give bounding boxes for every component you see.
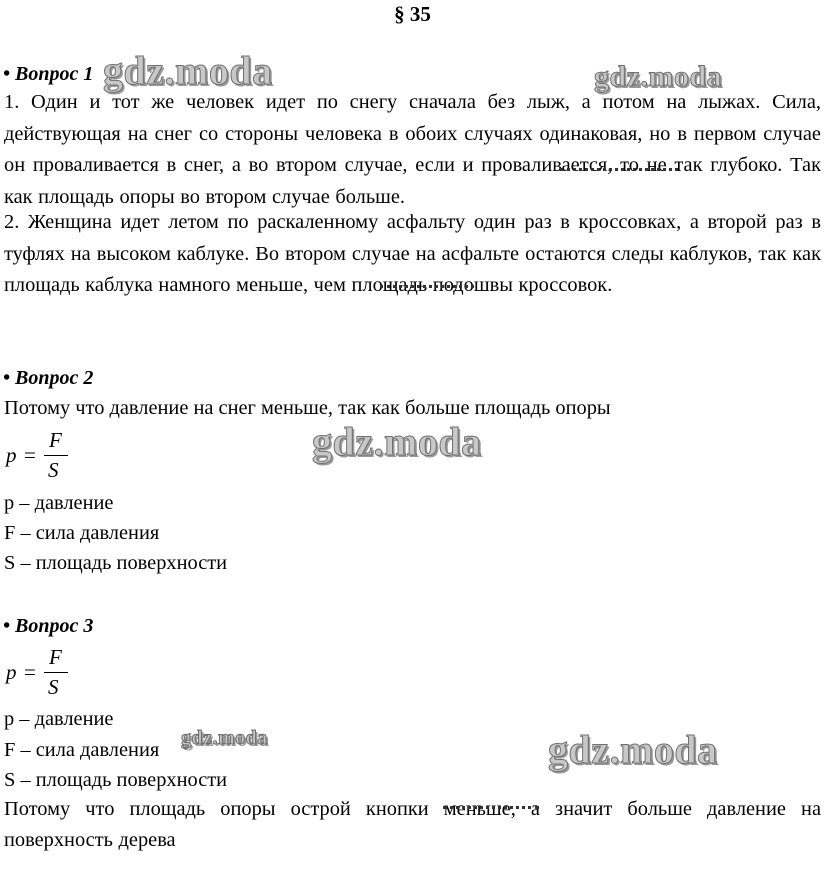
formula-lhs: p xyxy=(6,443,17,467)
watermark-mark xyxy=(380,285,474,288)
definition-force: F – сила давления xyxy=(4,522,160,544)
section-heading: § 35 xyxy=(394,2,431,26)
question-3-title: • Вопрос 3 xyxy=(3,615,94,637)
formula-equals: = xyxy=(24,443,36,467)
formula-lhs: p xyxy=(6,660,17,684)
definition-area: S – площадь поверхности xyxy=(4,769,228,791)
watermark-logo: gdz.moda xyxy=(103,48,273,93)
watermark-mark xyxy=(443,806,539,809)
formula-denominator: S xyxy=(48,675,59,699)
watermark-logo: gdz.moda xyxy=(548,727,718,772)
question-1-answer-1: 1. Один и тот же человек идет по снегу сначала без лыж, а потом на лыжах. Сила, действующая на снег со стороны человека в обоих случаях одинаковая, но в первом случае он проваливается в снег, а во втором случае, если и проваливается, то не так глубоко. Так как площадь опоры во втором случае больше. xyxy=(4,91,821,208)
formula-numerator: F xyxy=(49,428,62,452)
definition-force: F – сила давления xyxy=(4,739,160,761)
formula-numerator: F xyxy=(49,645,62,669)
fraction-bar xyxy=(44,455,68,456)
watermark-logo: gdz.moda xyxy=(181,727,268,749)
question-3-formula xyxy=(6,645,86,701)
definition-area: S – площадь поверхности xyxy=(4,552,228,574)
fraction-bar xyxy=(44,672,68,673)
watermark-logo: gdz.moda xyxy=(312,419,482,464)
question-1-title: • Вопрос 1 xyxy=(3,63,94,85)
question-2-formula xyxy=(6,428,86,484)
definition-pressure: p – давление xyxy=(4,492,114,514)
watermark-mark xyxy=(560,168,678,171)
question-2-answer: Потому что давление на снег меньше, так как больше площадь опоры xyxy=(4,397,611,419)
question-2-title: • Вопрос 2 xyxy=(3,367,94,389)
definition-pressure: p – давление xyxy=(4,708,114,730)
question-3-answer: Потому что площадь опоры острой кнопки меньше, а значит больше давление на поверхность дерева xyxy=(4,798,821,851)
formula-denominator: S xyxy=(48,458,59,482)
watermark-logo: gdz.moda xyxy=(594,60,723,93)
formula-equals: = xyxy=(24,660,36,684)
question-1-answer-2: 2. Женщина идет летом по раскаленному асфальту один раз в кроссовках, а второй раз в туфлях на высоком каблуке. Во втором случае на асфальте остаются следы каблуков, так как площадь каблука намного меньше, чем площадь подошвы кроссовок. xyxy=(4,211,821,296)
